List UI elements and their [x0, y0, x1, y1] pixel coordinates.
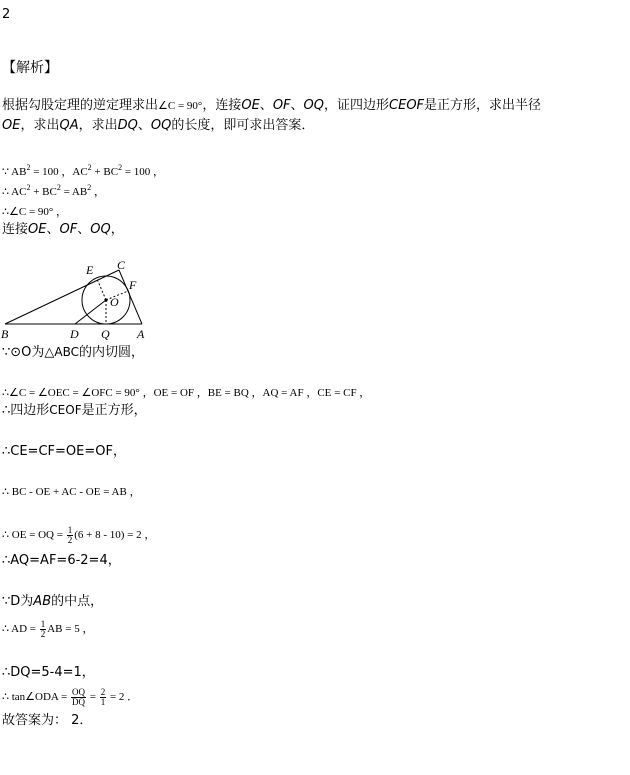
exponent: 2	[87, 163, 92, 172]
segment-label: OQ	[150, 118, 172, 133]
label-q: Q	[101, 327, 110, 341]
step-6: ∴∠C = ∠OEC = ∠OFC = 90° ，OE = OF ，BE = BQ ，AQ = AF ，CE = CF ，	[2, 387, 371, 399]
step-text: 的中点，	[51, 594, 104, 609]
step-14: ∴DQ=5-4=1，	[2, 665, 95, 680]
exponent: 2	[87, 183, 92, 192]
step-5	[2, 343, 144, 362]
step-text: AB = 5 ，	[47, 623, 94, 636]
segment-label: OE	[28, 222, 47, 237]
step-text: ，	[91, 186, 105, 198]
intro-line-1	[2, 97, 541, 115]
separator: 、	[137, 118, 151, 133]
step-13	[2, 620, 93, 639]
segment-label: OF	[59, 222, 78, 237]
step-text: ∵ AB	[2, 166, 27, 178]
intro-text: ，连接	[202, 98, 242, 113]
step-11: ∴AQ=AF=6-2=4，	[2, 553, 121, 568]
separator: 、	[77, 222, 91, 237]
side-bc	[5, 270, 119, 324]
step-4	[2, 221, 124, 239]
step-text: ∴四边形	[2, 403, 50, 418]
label-f: F	[129, 278, 137, 292]
label-o: O	[110, 295, 119, 309]
step-1	[2, 163, 164, 181]
fraction-denominator: 2	[40, 629, 46, 639]
quad-label: CEOF	[49, 403, 82, 417]
step-text: ，	[110, 222, 124, 237]
label-b: B	[1, 327, 9, 341]
step-text: = 100 ，	[122, 166, 165, 178]
intro-formula: ∠C = 90°	[158, 100, 203, 112]
step-3: ∴∠C = 90° ，	[2, 206, 68, 218]
step-text: ∵⊙O为△	[2, 345, 55, 360]
step-text: =	[86, 691, 99, 704]
separator: 、	[259, 98, 273, 113]
segment-label: DQ	[117, 118, 138, 133]
quad-label: CEOF	[389, 98, 425, 113]
step-text: ∴ AD =	[2, 623, 39, 636]
step-text: (6 + 8 - 10) = 2 ，	[74, 529, 156, 542]
intro-line-2	[2, 117, 314, 135]
exponent: 2	[118, 163, 123, 172]
fraction-denominator: 1	[100, 697, 106, 707]
segment-label: QA	[59, 118, 79, 133]
segment-od	[75, 300, 106, 324]
step-text: 连接	[2, 222, 29, 237]
label-d: D	[70, 327, 79, 341]
step-text: + BC	[30, 186, 57, 198]
step-text: = 100 ，AC	[30, 166, 88, 178]
exponent: 2	[56, 183, 61, 192]
segment-oe	[97, 279, 106, 300]
segment-label: OQ	[90, 222, 111, 237]
geometry-figure	[0, 258, 160, 342]
intro-text: ，求出	[20, 118, 60, 133]
intro-text: ，证四边形	[324, 98, 390, 113]
step-10	[2, 526, 155, 545]
step-8: ∴CE=CF=OE=OF，	[2, 444, 126, 459]
step-text: ∴ AC	[2, 186, 27, 198]
step-text: ∵D为	[2, 594, 34, 609]
fraction-two-over-one	[100, 688, 107, 707]
fraction-one-half	[67, 526, 74, 545]
label-e: E	[86, 263, 94, 277]
step-7	[2, 401, 147, 420]
step-text: 故答案为：	[2, 713, 68, 728]
step-text: = AB	[60, 186, 88, 198]
label-c: C	[117, 258, 126, 272]
step-text: 是正方形，	[81, 403, 147, 418]
step-9: ∴ BC - OE + AC - OE = AB ，	[2, 486, 141, 498]
segment-label: OE	[241, 98, 260, 113]
separator: 、	[46, 222, 60, 237]
fraction-denominator: 2	[67, 535, 73, 545]
segment-label: OQ	[303, 98, 325, 113]
exponent: 2	[26, 183, 31, 192]
step-text: ∴ OE = OQ =	[2, 529, 66, 542]
intro-text: 是正方形，求出半径	[424, 98, 542, 113]
intro-text: 的长度，即可求出答案．	[171, 118, 315, 133]
step-text: = 2 ．	[107, 691, 139, 704]
answer-number: 2	[2, 7, 11, 22]
step-2	[2, 183, 105, 201]
intro-text: ，求出	[78, 118, 118, 133]
step-text: 的内切圆，	[79, 345, 145, 360]
fraction-numerator: 1	[67, 525, 73, 535]
step-text: + BC	[91, 166, 119, 178]
intro-text: 根据勾股定理的逆定理求出	[2, 98, 159, 113]
segment-label: AB	[33, 594, 52, 609]
fraction-one-half	[40, 620, 47, 639]
fraction-oq-dq	[71, 688, 86, 707]
fraction-numerator: OQ	[71, 687, 85, 697]
step-15	[2, 688, 138, 707]
segment-label: OE	[2, 118, 21, 133]
step-text: ∴ tan∠ODA =	[2, 691, 70, 704]
center-point	[104, 298, 107, 301]
separator: 、	[290, 98, 304, 113]
answer-value: 2．	[71, 713, 93, 728]
fraction-numerator: 2	[100, 687, 106, 697]
section-title: 【解析】	[2, 60, 58, 76]
label-a: A	[137, 327, 145, 341]
segment-label: OF	[272, 98, 291, 113]
triangle-label: ABC	[54, 345, 80, 359]
final-answer	[2, 712, 92, 730]
fraction-numerator: 1	[40, 619, 46, 629]
fraction-denominator: DQ	[71, 697, 85, 707]
exponent: 2	[26, 163, 31, 172]
step-12	[2, 593, 103, 611]
